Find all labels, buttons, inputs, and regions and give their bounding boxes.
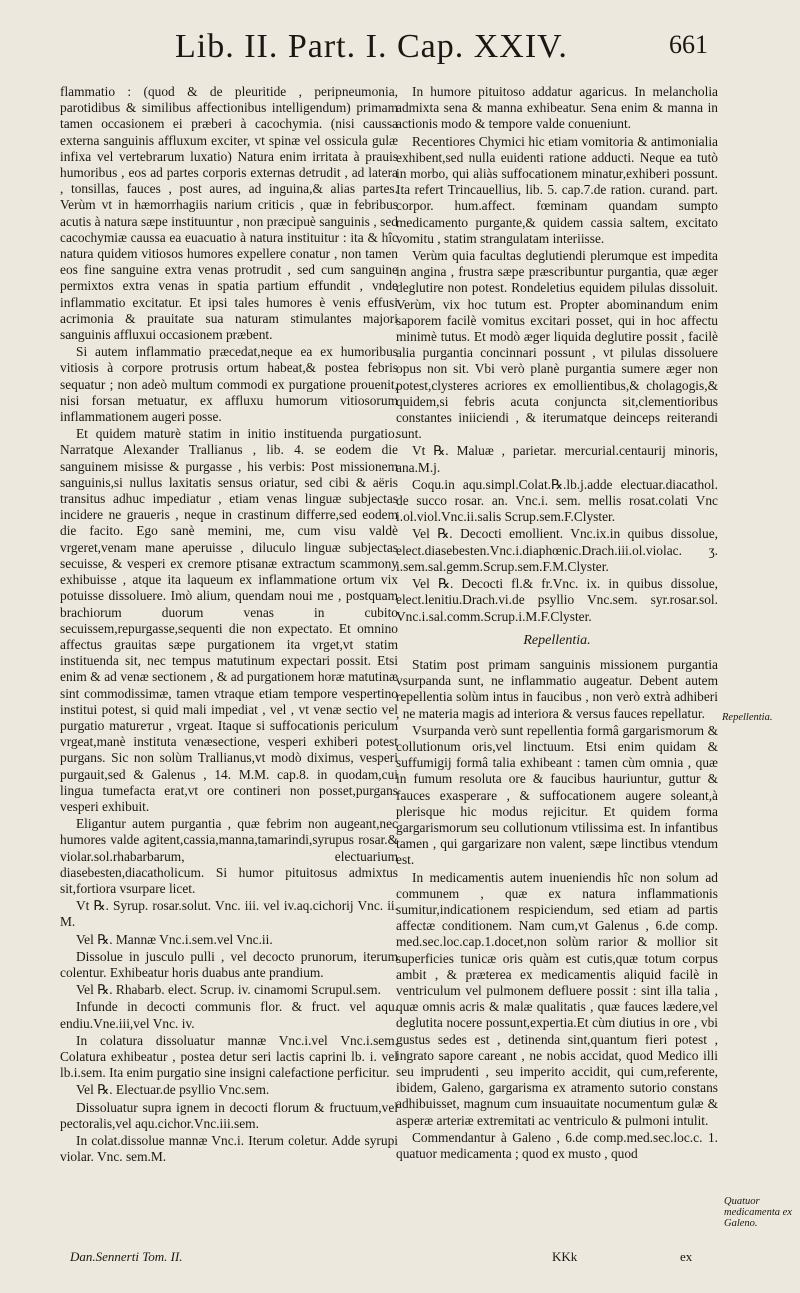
footer-author: Dan.Sennerti Tom. II. (70, 1249, 183, 1264)
running-header (60, 28, 708, 80)
chapter-title: Lib. II. Part. I. Cap. XXIV. (175, 28, 568, 65)
paragraph: Statim post primam sanguinis missionem purgantia vsurpanda sunt, ne inflammatio augeatur. Debent autem repellentia solùm intus in faucibus , non verò extrà adhiberi , ne materia magis ad interiora & versus fauces repellatur. (396, 656, 718, 721)
paragraph: Dissoluatur supra ignem in decocti florum & fructuum,vel pectoralis,vel aqu.cichor.Vnc.iii.sem. (60, 1099, 398, 1131)
signature-mark: KKk (552, 1249, 578, 1264)
paragraph: flammatio : (quod & de pleuritide , peripneumonia, parotidibus & similibus affectionibus intelligendum) primam tamen occasionem ei præberi à cacochymia. (nisi caussa externa sanguinis affluxum exciter, vt spinæ vel ossicula gulæ infixa vel vertebrarum luxatio) Natura enim irritata à prauis humoribus , eos ad partes corporis externas detrudit , ad latera , tonsillas, fauces , post aures, ad inguina,& alias partes. Verùm vt in hæmorrhagiis narium criticis , quæ in febribus acutis à natura sæpe instituuntur , non præcipuè sanguinis , sed cacochymiæ caussa ea euacuatio à natura instituitur : ita & hîc natura quidem vitiosos humores expellere conatur , non tamen eos fine sanguine extra venas protrudit , sed cum sanguine permixtos extra venas in spatia partium effundit , vnde inflammatio excitatur. Et ipsi tales humores è venis effusi acrimonia & prauitate sua naturam stimulantes majori sanguinis affluxui occasionem præbent. (60, 84, 398, 343)
recipe-line: Vel ℞. Decocti fl.& fr.Vnc. ix. in quibus dissolue, elect.lenitiu.Drach.vi.de psyllio Vnc.sem. syr.rosar.sol. Vnc.i.sal.comm.Scrup.i.M.F.Clyster. (396, 576, 718, 624)
paragraph: In colatura dissoluatur mannæ Vnc.i.vel Vnc.i.sem. Colatura exhibeatur , postea detur seri lactis caprini lb. i. vel lb.i.sem. Ita enim purgatio sine insigni calefactione perficitur. (60, 1032, 398, 1081)
left-column (60, 84, 398, 1249)
recipe-line: Vel ℞. Mannæ Vnc.i.sem.vel Vnc.ii. (76, 931, 273, 947)
recipe-line: Vt ℞. Maluæ , parietar. mercurial.centaurij minoris, ana.M.j. (396, 443, 718, 475)
section-heading: Repellentia. (523, 632, 591, 648)
paragraph: Si autem inflammatio præcedat,neque ea ex humoribus vitiosis à corpore protrusis ortum habeat,& postea febris sequatur ; non adeò multum commodi ex purgatione prouenit, nisi forsan metuatur, ex affluxu humorum vitiosorum inflammationem augeri posse. (60, 344, 398, 425)
paragraph: Eligantur autem purgantia , quæ febrim non augeant,nec humores valde agitent,cassia,manna,tamarindi,syrupus rosar.& violar.sol.rhabarbarum, electuarium diasebesten,diacatholicum. Si humor pituitosus admixtus sit,fortiora vsurpare licet. (60, 816, 398, 896)
recipe-line: Vt ℞. Syrup. rosar.solut. Vnc. iii. vel iv.aq.cichorij Vnc. ii. M. (60, 898, 398, 930)
recipe-line: Vel ℞. Electuar.de psyllio Vnc.sem. (76, 1082, 270, 1098)
paragraph: Commendantur à Galeno , 6.de comp.med.sec.loc.c. 1. quatuor medicamenta ; quod ex musto , quod (396, 1129, 718, 1161)
right-column (396, 84, 718, 1249)
paragraph: In humore pituitoso addatur agaricus. In melancholia admixta sena & manna exhibeatur. Sena enim & manna in actionis modo & tempore valde conueniunt. (396, 84, 718, 132)
margin-note-repellentia: Repellentia. (722, 712, 773, 723)
recipe-line: Vel ℞. Rhabarb. elect. Scrup. iv. cinamomi Scrupul.sem. (76, 982, 381, 998)
paragraph: Et quidem maturè statim in initio instituenda purgatio. Narratque Alexander Trallianus , lib. 4. se eodem die sanguinem misisse & purgasse , his verbis: Post missionem sanguinis,si nullus laxitatis sensus oriatur, sed cibi & aëris transitus adhuc impediatur , etiam venas linguæ subjectas incidere ne graueris , neque in crastinum differre,sed eodem die facito. Ego sanè memini, me, cum visu valdè vrgeret,venam mane aperuisse , diluculo linguæ subjectas secuisse, & vesperi ex cremore ptisanæ extractum scammony exhibuisse , atque ita laqueum ex inflammatione ortum vix potuisse dissoluere. Imò alium, quendam noui me , postquam brachiorum duorum venas in cubito secuissem,repurgasse,sequenti die non expectato. Et omnino affectus grauitas sæpe purgationem ita vrget,vt statim instituenda sit, nec tempus matutinum expectari possit. Etsi enim & ad venæ sectionem , & ad purgationem horæ matutinæ sint commodissimæ, tamen vtraque etiam tempore vespertino institui potest, si quid mali impediat , vel , vt venæ sectio vel purgatio matureтur , vrgeat. Itaque si suffocationis periculum vrgeat,manè instituta venæsectione, vesperi exhiberi potest purgans. Sic non solùm Trallianus,vt modò diximus, vesperi purgauit,sed & Galenus , 14. M.M. cap.8. in quodam,cui lingua tumefacta erat,vt ore contineri non posset,purgans vesperi exhibuit. (60, 426, 398, 814)
paragraph: Recentiores Chymici hic etiam vomitoria & antimonialia exhibent,sed nulla euidenti ratione adducti. Neque ea tutò in morbo, qui aliàs suffocationem minatur,exhiberi possunt. Ita refert Trincauellius, lib. 5. cap.7.de ration. curand. part. corpor. hum.affect. fœminam quandam sumpto medicamento purgante,& quidem cassia saltem, excitato vomitu , statim strangulatam interiisse. (396, 133, 718, 246)
recipe-line: Vel ℞. Decocti emollient. Vnc.ix.in quibus dissolue, elect.diasebesten.Vnc.i.diaphœnic.Drach.iii.ol.violac. ʒ. i.sem.sal.gemm.Scrup.sem.F.M.Clyster. (396, 526, 718, 574)
catchword: ex (680, 1249, 693, 1264)
paragraph: In medicamentis autem inueniendis hîc non solum ad communem , quæ ex natura inflammationis sumitur,indicationem respiciendum, sed etiam ad partis affectæ conditionem. Nam cum,vt Galenus , 6.de comp. med.sec.loc.cap.1.docet,non solùm rarior & mollior sit superficies tunicæ oris quàm est cutis,quæ totum corpus ambit , & præterea ex medicamentis aliquid facilè in ventriculum vel pulmonem defluere possit : sint illa talia , quæ omnis acris & malæ qualitatis , quæ fauces lædere,vel deglutita nocere possunt,expertia.Et cùm diutius in ore , vbi gustus sedes est , detinenda sint,quantum fieri potest , ingrato sapore careant , ne nobis accidat, quod Medico illi seu imprudenti , seu imperito accidit, qui cum,referente, ibidem, Galeno, gargarisma ex atramento sutorio constans adhibuisset, magnum cum insuauitate nocumentum gulæ & asperæ arteriæ extremitati ac ventriculo & pulmoni intulit. (396, 869, 718, 1128)
paragraph: Infunde in decocti communis flor. & fruct. vel aqu. endiu.Vne.iii,vel Vnc. iv. (60, 999, 398, 1031)
paragraph: Dissolue in jusculo pulli , vel decocto prunorum, iterum colentur. Exhibeatur horis duabus ante prandium. (60, 948, 398, 980)
paragraph: Verùm quia facultas deglutiendi plerumque est impedita in angina , frustra sæpe præscribuntur purgantia, quæ æger deglutire non potest. Rondeletius equidem pilulas dissoluit. Verùm, vix hoc tutum est. Propter abominandum enim saporem facilè vomitus excitari posset, qui in hoc affectu minimè tutus. Et modò æger liquida deglutire possit , facilè alia purgantia concinnari possunt , vt pilulas dissoluere opus non sit. Vbi verò planè purgantia sumere æger non potest,clysteres acriores ex emollientibus,& cholagogis,& quidem,si febris acuta conjuncta sit,clementioribus constantes iniiciendi , & iterumatque deinceps reiterandi sunt. (396, 248, 718, 442)
paragraph: In colat.dissolue mannæ Vnc.i. Iterum coletur. Adde syrupi violar. Vnc. sem.M. (60, 1133, 398, 1165)
recipe-line: Coqu.in aqu.simpl.Colat.℞.lb.j.adde electuar.diacathol. de succo rosar. an. Vnc.i. sem. mellis rosat.colati Vnc i.ol.viol.Vnc.ii.salis Scrup.sem.F.Clyster. (396, 476, 718, 525)
paragraph: Vsurpanda verò sunt repellentia formâ gargarismorum & collutionum oris,vel linctuum. Etsi enim quidam & suffumigij formâ talia exhibeant : tamen cùm omnia , quæ in fumum resoluta ore & faucibus hauriuntur, guttur & fauces exasperare , & suffocationem augere soleant,à plerisque hic modus rejicitur. Et quidem forma gargarismorum seu collutionum vtilissima est. In infantibus tamen , qui gargarizare non valent, sæpe linctibus vtendum est. (396, 722, 718, 868)
margin-note-quatuor: Quatuor medicamenta ex Galeno. (724, 1196, 792, 1229)
page-number: 661 (669, 30, 708, 59)
